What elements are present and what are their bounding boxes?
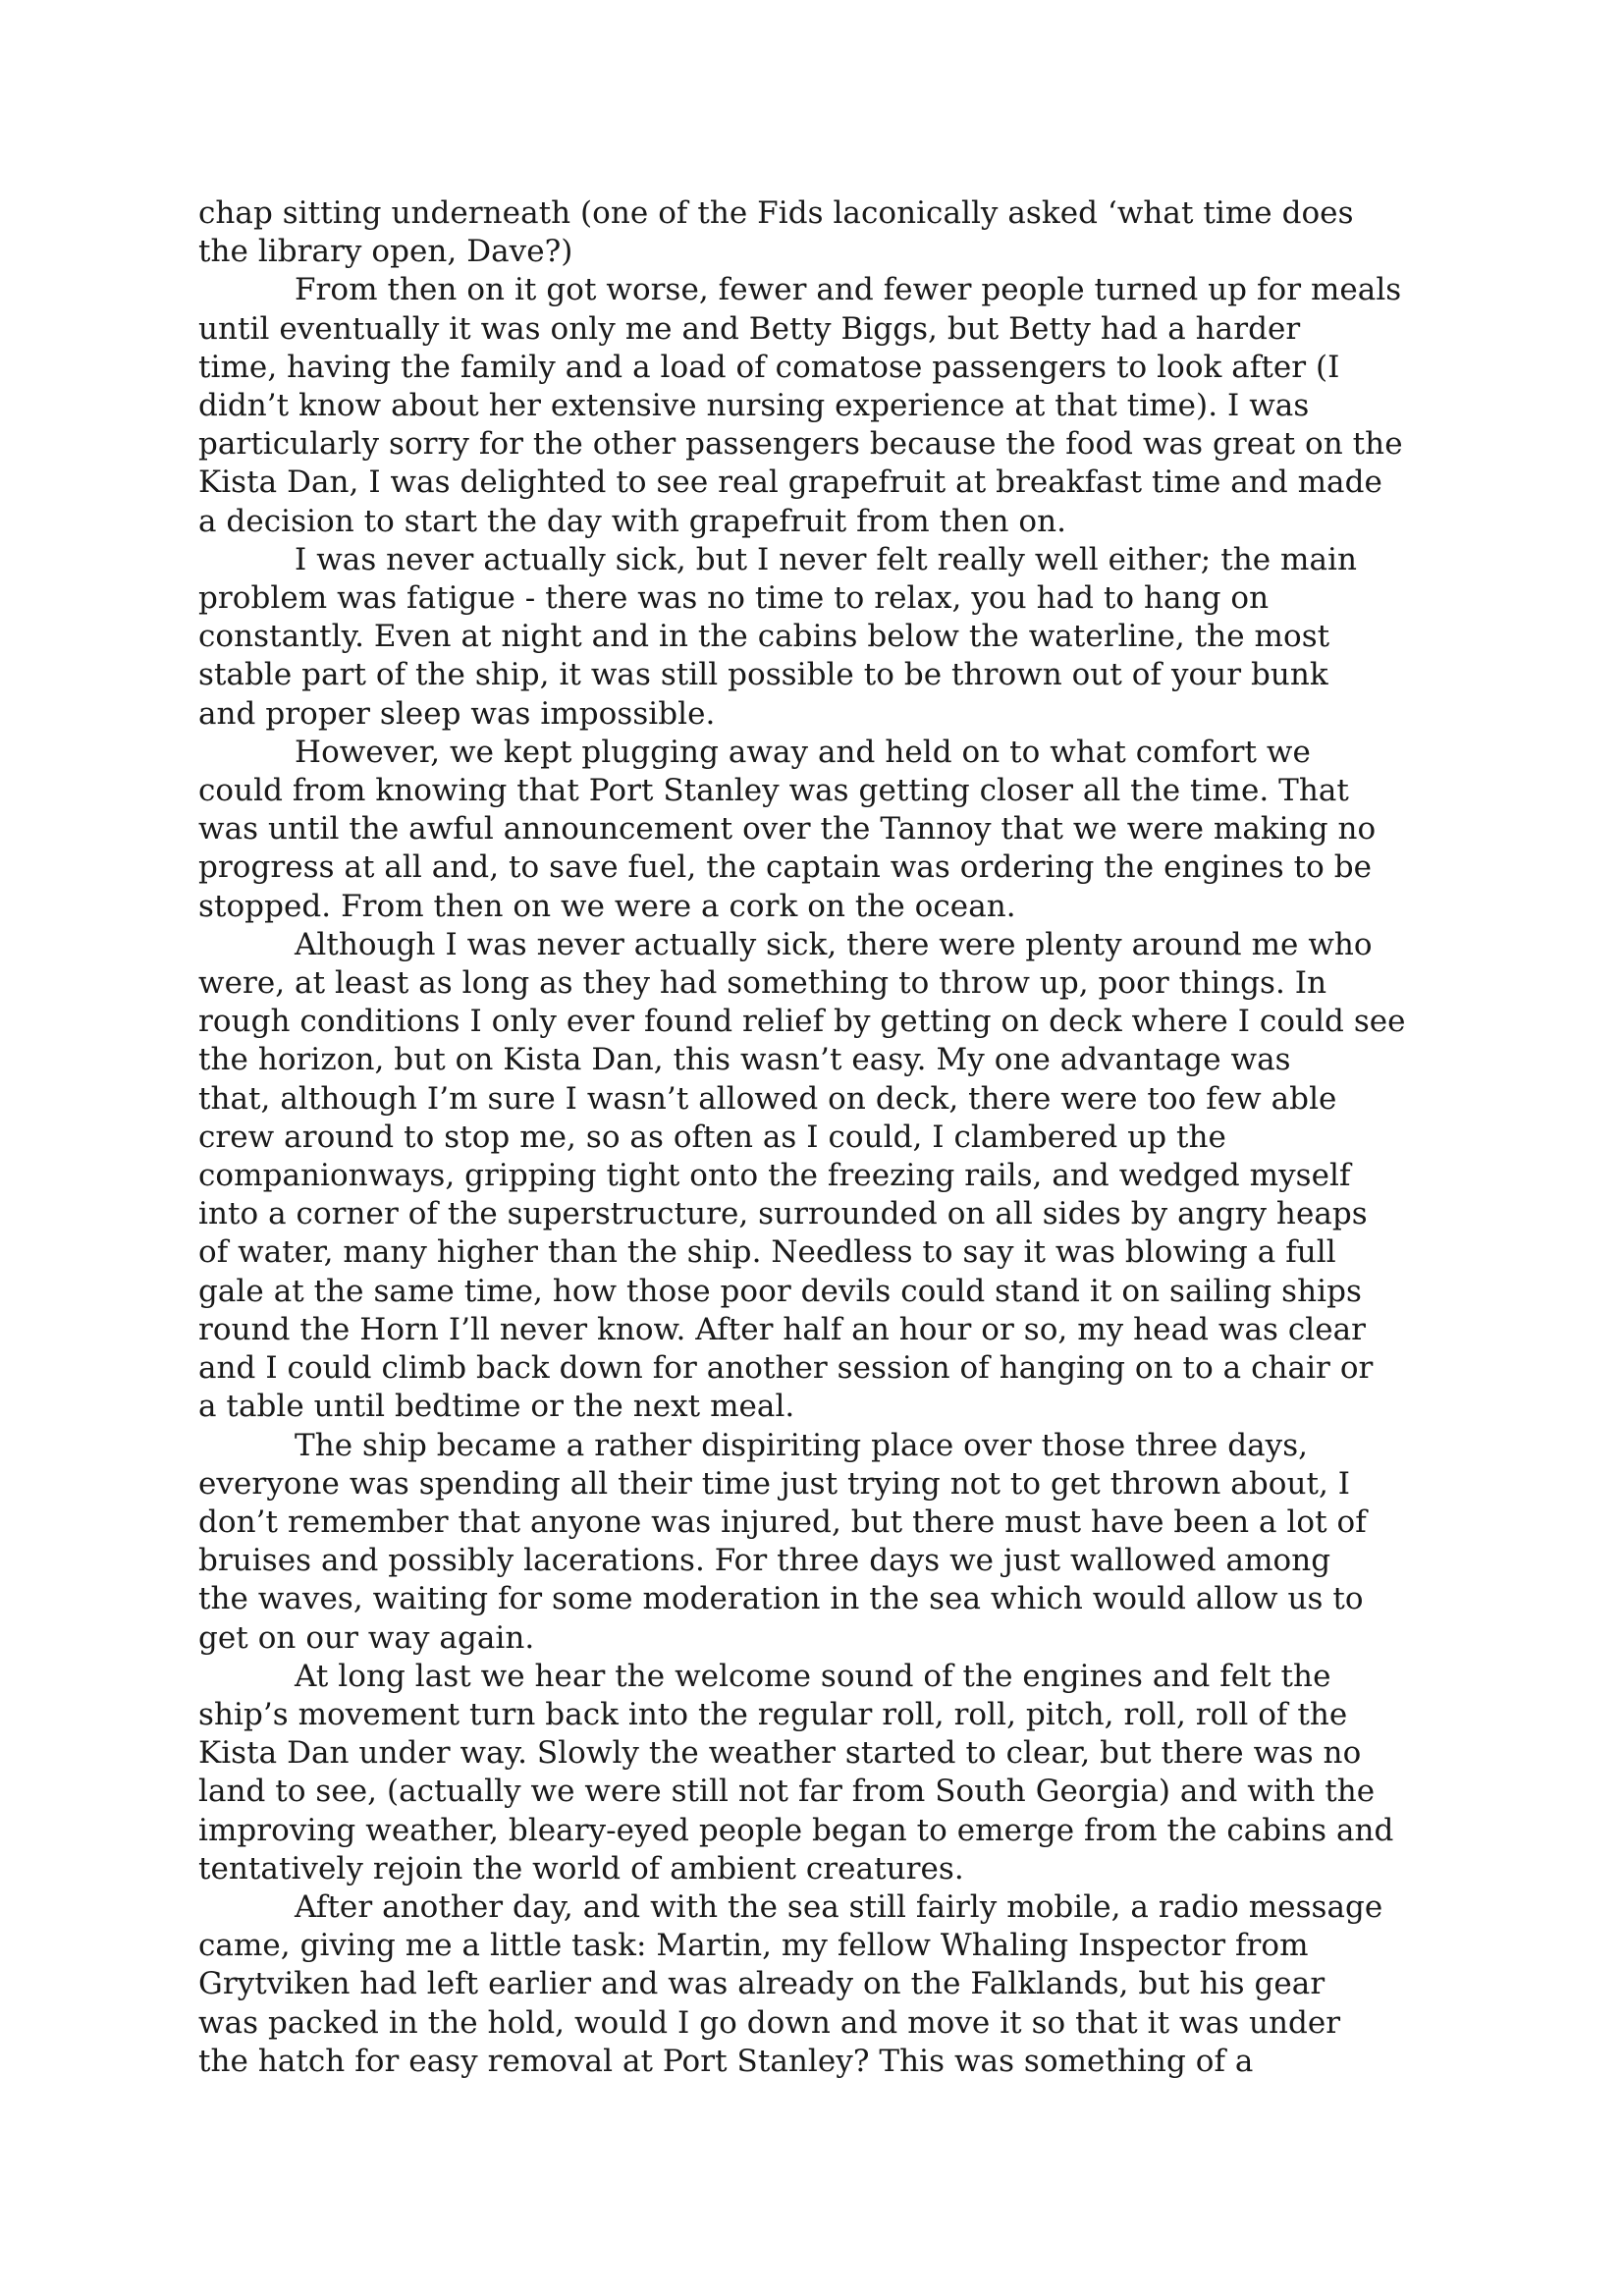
paragraph-8: After another day, and with the sea still fairly mobile, a radio message came, giving me a little task: Martin, my fellow Whaling Inspector from Grytviken had left earlier and was already on the Falklands, but his gear was packed in the hold, would I go down and move it so that it was under the hatch for easy removal at Port Stanley? This was something of a	[198, 1888, 1383, 2079]
paragraph-2: From then on it got worse, fewer and fewer people turned up for meals until eventually it was only me and Betty Biggs, but Betty had a harder time, having the family and a load of comatose passengers to look after (I didn’t know about her extensive nursing experience at that time). I was particularly sorry for the other passengers because the food was great on the Kista Dan, I was delighted to see real grapefruit at breakfast time and made a decision to start the day with grapefruit from then on.	[198, 272, 1403, 539]
paragraph-3: I was never actually sick, but I never felt really well either; the main problem was fatigue - there was no time to relax, you had to hang on constantly. Even at night and in the cabins below the waterline, the most stable part of the ship, it was still possible to be thrown out of your bunk and proper sleep was impossible.	[198, 541, 1357, 732]
paragraph-1: chap sitting underneath (one of the Fids laconically asked ‘what time does the library open, Dave?)	[198, 195, 1354, 270]
paragraph-6: The ship became a rather dispiriting place over those three days, everyone was spending all their time just trying not to get thrown about, I don’t remember that anyone was injured, but there must have been a lot of bruises and possibly lacerations. For three days we just wallowed among the waves, waiting for some moderation in the sea which would allow us to get on our way again.	[198, 1427, 1367, 1656]
paragraph-7: At long last we hear the welcome sound of the engines and felt the ship’s movement turn back into the regular roll, roll, pitch, roll, roll of the Kista Dan under way. Slowly the weather started to clear, but there was no land to see, (actually we were still not far from South Georgia) and with the improving weather, bleary-eyed people began to emerge from the cabins and tentatively rejoin the world of ambient creatures.	[198, 1658, 1394, 1886]
document-page	[198, 194, 1475, 2081]
paragraph-5: Although I was never actually sick, there were plenty around me who were, at least as long as they had something to throw up, poor things. In rough conditions I only ever found relief by getting on deck where I could see the horizon, but on Kista Dan, this wasn’t easy. My one advantage was that, although I’m sure I wasn’t allowed on deck, there were too few able crew around to stop me, so as often as I could, I clambered up the companionways, gripping tight onto the freezing rails, and wedged myself into a corner of the superstructure, surrounded on all sides by angry heaps of water, many higher than the ship. Needless to say it was blowing a full gale at the same time, how those poor devils could stand it on sailing ships round the Horn I’ll never know. After half an hour or so, my head was clear and I could climb back down for another session of hanging on to a chair or a table until bedtime or the next meal.	[198, 926, 1406, 1425]
paragraph-4: However, we kept plugging away and held on to what comfort we could from knowing that Port Stanley was getting closer all the time. That was until the awful announcement over the Tannoy that we were making no progress at all and, to save fuel, the captain was ordering the engines to be stopped. From then on we were a cork on the ocean.	[198, 734, 1377, 924]
